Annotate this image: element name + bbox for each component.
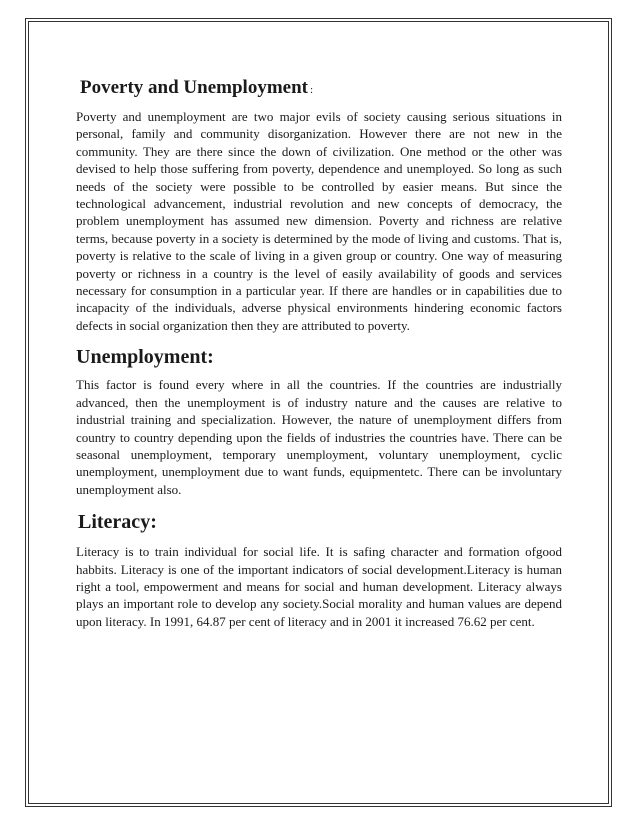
poverty-heading-text: Poverty and Unemployment: [80, 77, 308, 98]
poverty-paragraph: Poverty and unemployment are two major evils of society causing serious situations in personal, family and community disorganization. However there are not new in the community. They are there since the down of civilization. One method or the other was devised to help those suffering from poverty, dependence and unemployed. So long as such needs of the society were possible to be controlled by easier means. But since the technological advancement, industrial revolution and new concepts of democracy, the problem unemployment has assumed new dimension. Poverty and richness are relative terms, because poverty in a society is determined by the mode of living and customs. That is, poverty is relative to the scale of living in a given group or country. One way of measuring poverty or richness in a country is the level of easily availability of goods and services necessary for consumption in a particular year. If there are handles or in capabilities due to incapacity of the individuals, adverse physical environments hindering economic factors defects in social organization then they are attributed to poverty.: [76, 109, 562, 333]
document-body: [76, 75, 562, 630]
poverty-heading-colon: :: [309, 84, 314, 96]
poverty-heading: [80, 78, 562, 97]
unemployment-heading: Unemployment:: [76, 346, 214, 369]
literacy-paragraph: Literacy is to train individual for social life. It is safing character and formation ofgood habbits. Literacy is one of the important indicators of social development.Literacy is human right a tool, empowerment and means for social and human development. Literacy always plays an important role to develop any society.Social morality and human values are depend upon literacy. In 1991, 64.87 per cent of literacy and in 2001 it increased 76.62 per cent.: [76, 544, 562, 629]
unemployment-paragraph: This factor is found every where in all the countries. If the countries are industrially advanced, then the unemployment is of industry nature and the causes are relative to industrial training and specialization. However, the nature of unemployment differs from country to country depending upon the fields of industries the countries have. There can be seasonal unemployment, temporary unemployment, voluntary unemployment, cyclic unemployment, unemployment due to want funds, equipmentetc. There can be involuntary unemployment also.: [76, 377, 562, 497]
literacy-heading: Literacy:: [78, 511, 157, 534]
